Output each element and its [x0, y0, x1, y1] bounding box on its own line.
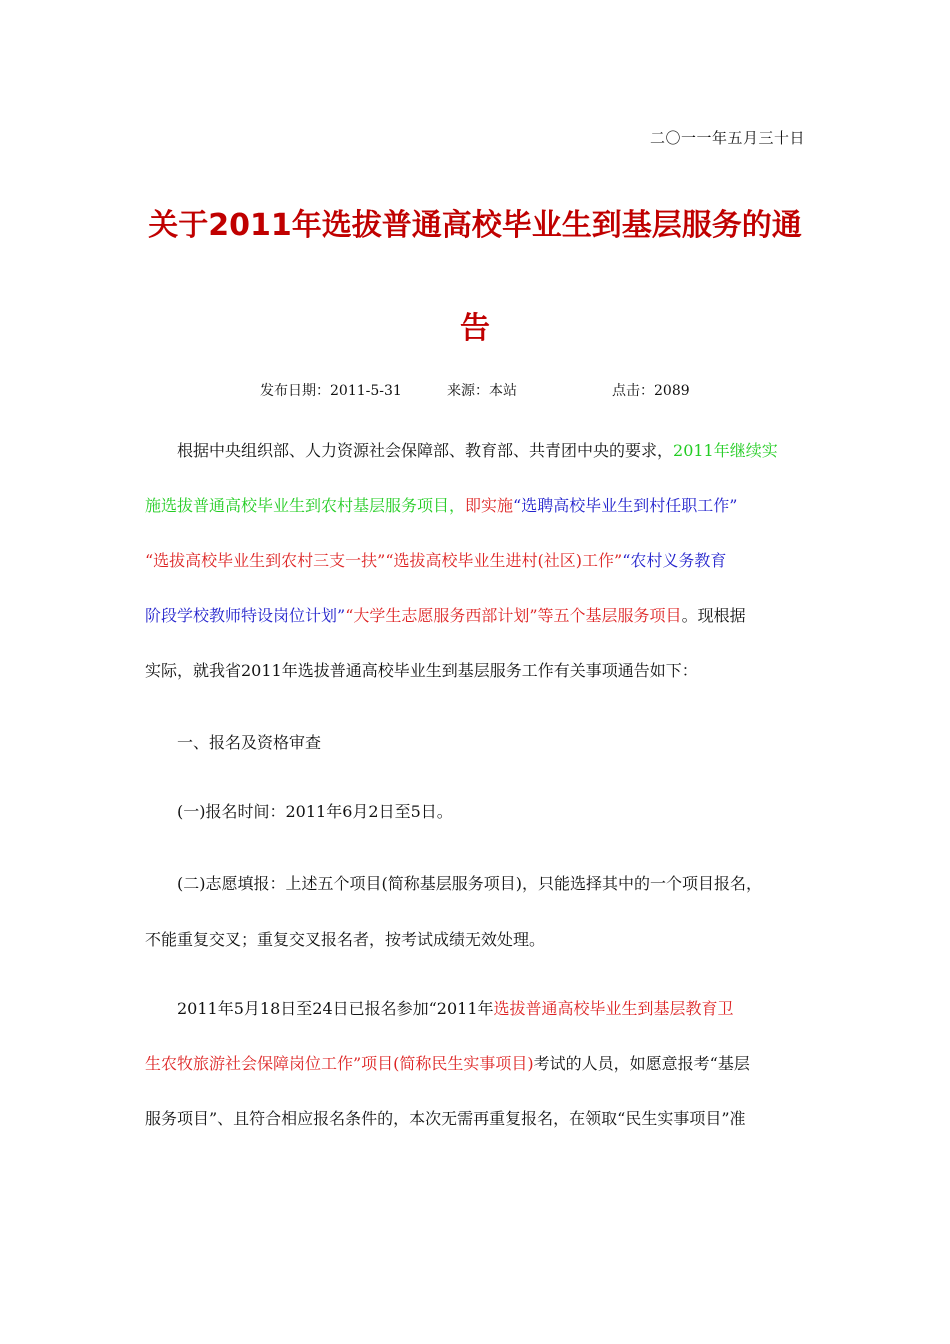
text-black: 根据中央组织部、人力资源社会保障部、教育部、共青团中央的要求， — [177, 441, 674, 460]
text-blue: 阶段学校教师特设岗位计划” — [145, 606, 346, 625]
item-volunteer-line-2: 不能重复交叉；重复交叉报名者，按考试成绩无效处理。 — [145, 930, 546, 949]
paragraph-1-line-5: 实际，就我省2011年选拔普通高校毕业生到基层服务工作有关事项通告如下： — [145, 661, 698, 680]
text-green: 施选拔普通高校毕业生到农村基层服务项目， — [145, 496, 466, 515]
source: 来源：本站 — [447, 383, 517, 399]
text-red: 即实施 — [465, 496, 514, 515]
text-red: “大学生志愿服务西部计划”等五个基层服务项目 — [345, 606, 682, 625]
text-black: 2011年5月18日至24日已报名参加“2011年 — [177, 999, 494, 1018]
text-red: “选拔高校毕业生到农村三支一扶”“选拔高校毕业生进村(社区)工作” — [145, 551, 623, 570]
header-date: 二〇一一年五月三十日 — [649, 129, 805, 147]
paragraph-2-line-2 — [145, 1054, 805, 1074]
text-blue: “农村义务教育 — [622, 551, 727, 570]
text-black: 考试的人员，如愿意报考“基层 — [533, 1054, 750, 1073]
text-black: 。现根据 — [681, 606, 746, 625]
title-line-2: 告 — [460, 311, 490, 346]
paragraph-1-line-2 — [145, 496, 805, 516]
section-heading-1: 一、报名及资格审查 — [177, 733, 322, 752]
text-blue: “选聘高校毕业生到村任职工作” — [513, 496, 738, 515]
text-green: 2011年继续实 — [673, 441, 778, 460]
publish-date: 发布日期：2011-5-31 — [260, 383, 402, 399]
item-registration-time: (一)报名时间：2011年6月2日至5日。 — [177, 802, 453, 821]
paragraph-1-line-3 — [145, 551, 805, 571]
text-red: 选拔普通高校毕业生到基层教育卫 — [493, 999, 734, 1018]
click-count: 点击：2089 — [612, 383, 690, 399]
paragraph-1-line-1 — [145, 441, 837, 461]
paragraph-1-line-4 — [145, 606, 805, 626]
text-red: 生农牧旅游社会保障岗位工作”项目(简称民生实事项目) — [145, 1054, 534, 1073]
paragraph-2-line-3: 服务项目”、且符合相应报名条件的，本次无需再重复报名，在领取“民生实事项目”准 — [145, 1109, 746, 1128]
title-line-1: 关于2011年选拔普通高校毕业生到基层服务的通 — [148, 208, 802, 243]
paragraph-2-line-1 — [145, 999, 837, 1019]
item-volunteer-line-1: (二)志愿填报：上述五个项目(简称基层服务项目)，只能选择其中的一个项目报名， — [177, 874, 762, 893]
